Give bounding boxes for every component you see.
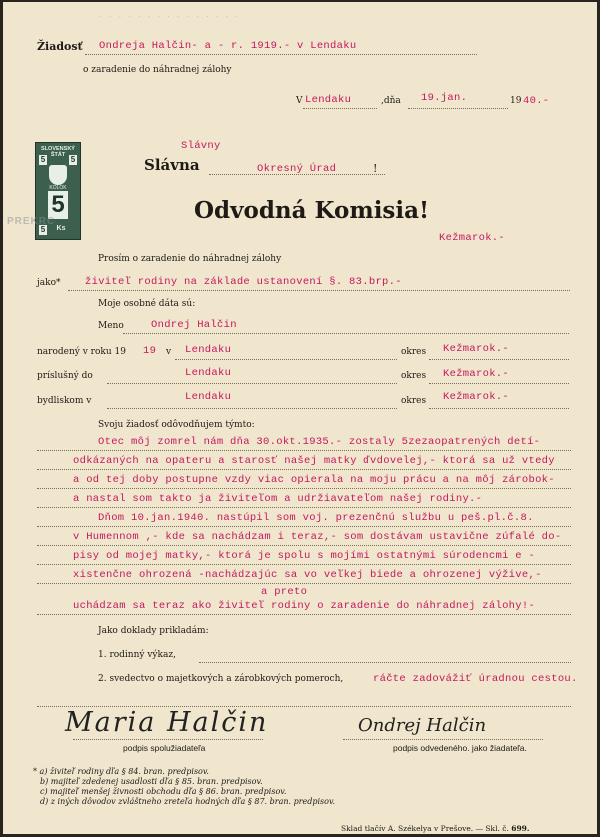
- meno-label: Meno: [98, 321, 124, 331]
- prislusny-label: príslušný do: [37, 371, 93, 381]
- narodeny-place: Lendaku: [185, 344, 232, 356]
- okres1-line: [429, 359, 569, 360]
- reason-rule: [37, 469, 571, 470]
- right-signature-caption: podpis odvedeného. jako žiadateľa.: [393, 743, 527, 753]
- place-prefix: V: [296, 96, 303, 106]
- printer-imprint: [341, 824, 530, 833]
- stamp-unit: Ks: [56, 225, 66, 232]
- narodeny-year: 19: [143, 345, 157, 357]
- okres1-value: Kežmarok.-: [443, 343, 510, 355]
- footnote-d: d) z iných dôvodov zvláštneho zreteľa hodných dľa § 87. bran. predpisov.: [40, 797, 336, 806]
- reason-line: a od tej doby postupne vzdy viac opierala na moju prácu a na môj zárobok-: [73, 474, 555, 486]
- okres2-line: [429, 383, 569, 384]
- okres1-label: okres: [401, 347, 427, 357]
- okres3-value: Kežmarok.-: [443, 391, 510, 403]
- meno-value: Ondrej Halčin: [151, 319, 237, 331]
- office-exclaim: !: [373, 162, 378, 175]
- place-line: [303, 108, 377, 109]
- reason-line: Otec môj zomrel nám dňa 30.okt.1935.- zostaly 5zezaopatrených detí-: [98, 436, 541, 448]
- prislusny-line: [107, 383, 397, 384]
- stamp-corner-tl: 5: [40, 155, 46, 164]
- attachment-item-2-typed: ráčte zadovážiť úradnou cestou.: [373, 673, 578, 685]
- left-signature-line: [73, 739, 263, 740]
- document-title: Odvodná Komisia!: [194, 197, 430, 224]
- right-signature-line: [343, 739, 543, 740]
- meno-line: [123, 333, 569, 334]
- city-typed: Kežmarok.-: [439, 232, 506, 244]
- jako-line: [68, 290, 570, 291]
- reason-line: uchádzam sa teraz ako živiteľ rodiny o zaradenie do náhradnej zálohy!-: [73, 600, 536, 612]
- reason-line: v Humennom ,- kde sa nachádzam i teraz,- som dostávam ustavične zúfalé do-: [73, 531, 562, 543]
- stamp-kolok-text: KOLOK: [49, 185, 67, 191]
- narodeny-label: narodený v roku 19: [37, 347, 126, 357]
- stamp-corner-tr: 5: [70, 155, 76, 164]
- reason-line: a nastal som takto ja živiteľom a udržiavateľom našej rodiny.-: [73, 493, 483, 505]
- bydliskom-line: [107, 408, 397, 409]
- reason-rule: [37, 564, 571, 565]
- left-signature-caption: podpis spolužiadateľa: [123, 743, 206, 753]
- attachment-line-1: [199, 662, 571, 663]
- osobne-text: Moje osobné dáta sú:: [98, 299, 196, 309]
- slavna-printed: Slávna: [144, 156, 200, 174]
- date-label: ,dňa: [381, 96, 401, 106]
- reason-line: pisy od mojej matky,- ktorá je spolu s mojími ostatnými súrodencmi e -: [73, 550, 536, 562]
- prosim-text: Prosím o zaradenie do náhradnej zálohy: [98, 254, 282, 264]
- reason-rule: [37, 450, 571, 451]
- reason-rule: [37, 614, 571, 615]
- reason-rule: [37, 545, 571, 546]
- stamp-value: 5: [48, 191, 68, 219]
- bydliskom-label: bydliskom v: [37, 396, 92, 406]
- footnote-a: * a) živiteľ rodiny dľa § 84. bran. predpisov.: [33, 767, 209, 776]
- slavny-typed: Slávny: [181, 140, 221, 152]
- printer-number: 699.: [511, 824, 530, 833]
- faded-header-text: . . . . . . . . . . . . . . .: [99, 10, 240, 20]
- reason-rule: [37, 488, 571, 489]
- stamp-top-text: SLOVENSKÝ ŠTÁT: [41, 146, 75, 158]
- footnote-b: b) majiteľ zdedenej usadlosti dľa § 85. bran. predpisov.: [40, 777, 263, 786]
- attachments-label: Jako doklady prikladám:: [98, 626, 209, 636]
- reason-rule: [37, 526, 571, 527]
- right-signature: Ondrej Halčin: [358, 715, 487, 736]
- place-value: Lendaku: [305, 94, 352, 106]
- jako-value: živiteľ rodiny na základe ustanovení §. 83.brp.-: [85, 276, 402, 288]
- reason-line: xistenčne ohrozená -nachádzajúc sa vo veľkej biede a ohrozenej výžive,-: [73, 569, 542, 581]
- okres3-label: okres: [401, 396, 427, 406]
- ziadost-value: Ondreja Halčin- a - r. 1919.- v Lendaku: [99, 40, 357, 52]
- attachment-item-2: 2. svedectvo o majetkových a zárobkových pomeroch,: [98, 674, 344, 684]
- okres2-value: Kežmarok.-: [443, 368, 510, 380]
- jako-label: jako*: [37, 278, 61, 288]
- bydliskom-value: Lendaku: [185, 391, 232, 403]
- reason-line: Dňom 10.jan.1940. nastúpil som voj. prezenčnú službu u peš.pl.č.8.: [98, 512, 534, 524]
- left-signature: Maria Halčin: [65, 707, 269, 738]
- stamp-cancellation-mark: PREKRC: [7, 216, 56, 227]
- document-page: [3, 2, 597, 834]
- ziadost-subtitle: o zaradenie do náhradnej zálohy: [83, 65, 232, 75]
- prislusny-value: Lendaku: [185, 367, 232, 379]
- okres3-line: [429, 408, 569, 409]
- printer-text: Sklad tlačív A. Székelya v Prešove. — Skl. č.: [341, 824, 509, 833]
- reason-rule: [37, 583, 571, 584]
- date-line: [408, 108, 508, 109]
- narodeny-v: v: [166, 347, 172, 357]
- office-typed: Okresný Úrad: [257, 163, 337, 175]
- stamp-corner-bl: 5: [40, 225, 46, 234]
- reason-line: odkázaných na opateru a starosť našej matky ďvdovelej,- ktorá sa už vtedy: [73, 455, 555, 467]
- okres2-label: okres: [401, 371, 427, 381]
- narodeny-line: [175, 359, 397, 360]
- year-value: 40.-: [523, 95, 550, 107]
- ziadost-line: [85, 54, 477, 55]
- footnote-c: c) majiteľ menšej živnosti obchodu dľa § 86. bran. predpisov.: [40, 787, 287, 796]
- date-value: 19.jan.: [421, 92, 468, 104]
- odovodnujem-text: Svoju žiadosť odôvodňujem týmto:: [98, 420, 255, 430]
- attachment-item-1: 1. rodinný výkaz,: [98, 650, 176, 660]
- coat-of-arms-icon: [49, 165, 67, 185]
- year-prefix: 19: [510, 96, 522, 106]
- ziadost-label: Žiadosť: [37, 40, 83, 53]
- reason-line: a preto: [261, 586, 308, 598]
- reason-rule: [37, 507, 571, 508]
